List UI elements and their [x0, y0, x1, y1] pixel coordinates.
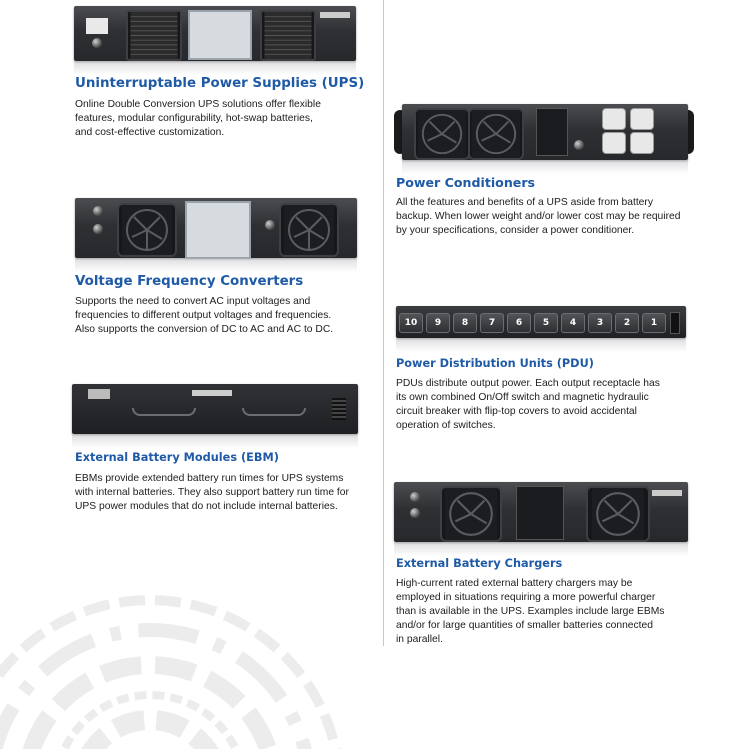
outlet-switch-2: 2 [615, 313, 639, 333]
ups-image [74, 6, 356, 61]
fan-grille-icon [440, 486, 502, 542]
outlet-switch-10: 10 [399, 313, 423, 333]
power-outlet-icon [602, 132, 626, 154]
ebm-description: EBMs provide extended battery run times for UPS systems with internal batteries. They also support battery run time for UPS power modules that do not include internal batteries. [75, 473, 349, 512]
key-switch-icon [574, 140, 584, 150]
control-panel [185, 201, 251, 259]
fan-grille-icon [260, 10, 316, 61]
outlet-switch-1: 1 [642, 313, 666, 333]
ebc-description: High-current rated external battery chargers may be employed in situations requiring a more powerful charger than is available in the UPS. Examples include large EBMs and/or for large quantities of smaller batteries connected in parallel. [396, 578, 665, 645]
power-outlet-icon [630, 108, 654, 130]
fan-grille-icon [117, 203, 177, 257]
control-panel [188, 10, 252, 60]
pdu-title: Power Distribution Units (PDU) [396, 357, 594, 370]
ebc-title: External Battery Chargers [396, 557, 563, 570]
outlet-switch-9: 9 [426, 313, 450, 333]
ups-description: Online Double Conversion UPS solutions offer flexible features, modular configurability, hot-swap batteries, and cost-effective customization. [75, 99, 321, 138]
outlet-switch-7: 7 [480, 313, 504, 333]
ebm-image [72, 384, 358, 434]
fan-grille-icon [586, 486, 650, 542]
column-divider [383, 0, 384, 646]
control-panel [516, 486, 564, 540]
ups-title: Uninterruptable Power Supplies (UPS) [75, 76, 365, 91]
fan-grille-icon [279, 203, 339, 257]
outlet-switch-6: 6 [507, 313, 531, 333]
ebm-title: External Battery Modules (EBM) [75, 451, 279, 464]
fan-grille-icon [126, 10, 182, 61]
vfc-image [75, 198, 357, 258]
fan-grille-icon [414, 108, 470, 160]
decorative-circuit-graphic [0, 590, 360, 749]
power-conditioner-description: All the features and benefits of a UPS aside from battery backup. When lower weight and/or lower cost may be required by your specifications, consider a power conditioner. [396, 197, 681, 236]
fan-grille-icon [468, 108, 524, 160]
pdu-description: PDUs distribute output power. Each output receptacle has its own combined On/Off switch and magnetic hydraulic circuit breaker with flip-top covers to avoid accidental operation of switches. [396, 378, 660, 431]
power-outlet-icon [630, 132, 654, 154]
outlet-switch-5: 5 [534, 313, 558, 333]
outlet-switch-3: 3 [588, 313, 612, 333]
control-panel [536, 108, 568, 156]
power-conditioner-title: Power Conditioners [396, 175, 536, 190]
ebc-image [394, 482, 688, 542]
vfc-description: Supports the need to convert AC input voltages and frequencies to different output voltages and frequencies. Also supports the conversion of DC to AC and AC to DC. [75, 296, 334, 335]
power-outlet-icon [602, 108, 626, 130]
power-conditioner-image [402, 104, 688, 160]
outlet-switch-8: 8 [453, 313, 477, 333]
pdu-image [396, 306, 686, 338]
outlet-switch-4: 4 [561, 313, 585, 333]
vfc-title: Voltage Frequency Converters [75, 274, 304, 289]
